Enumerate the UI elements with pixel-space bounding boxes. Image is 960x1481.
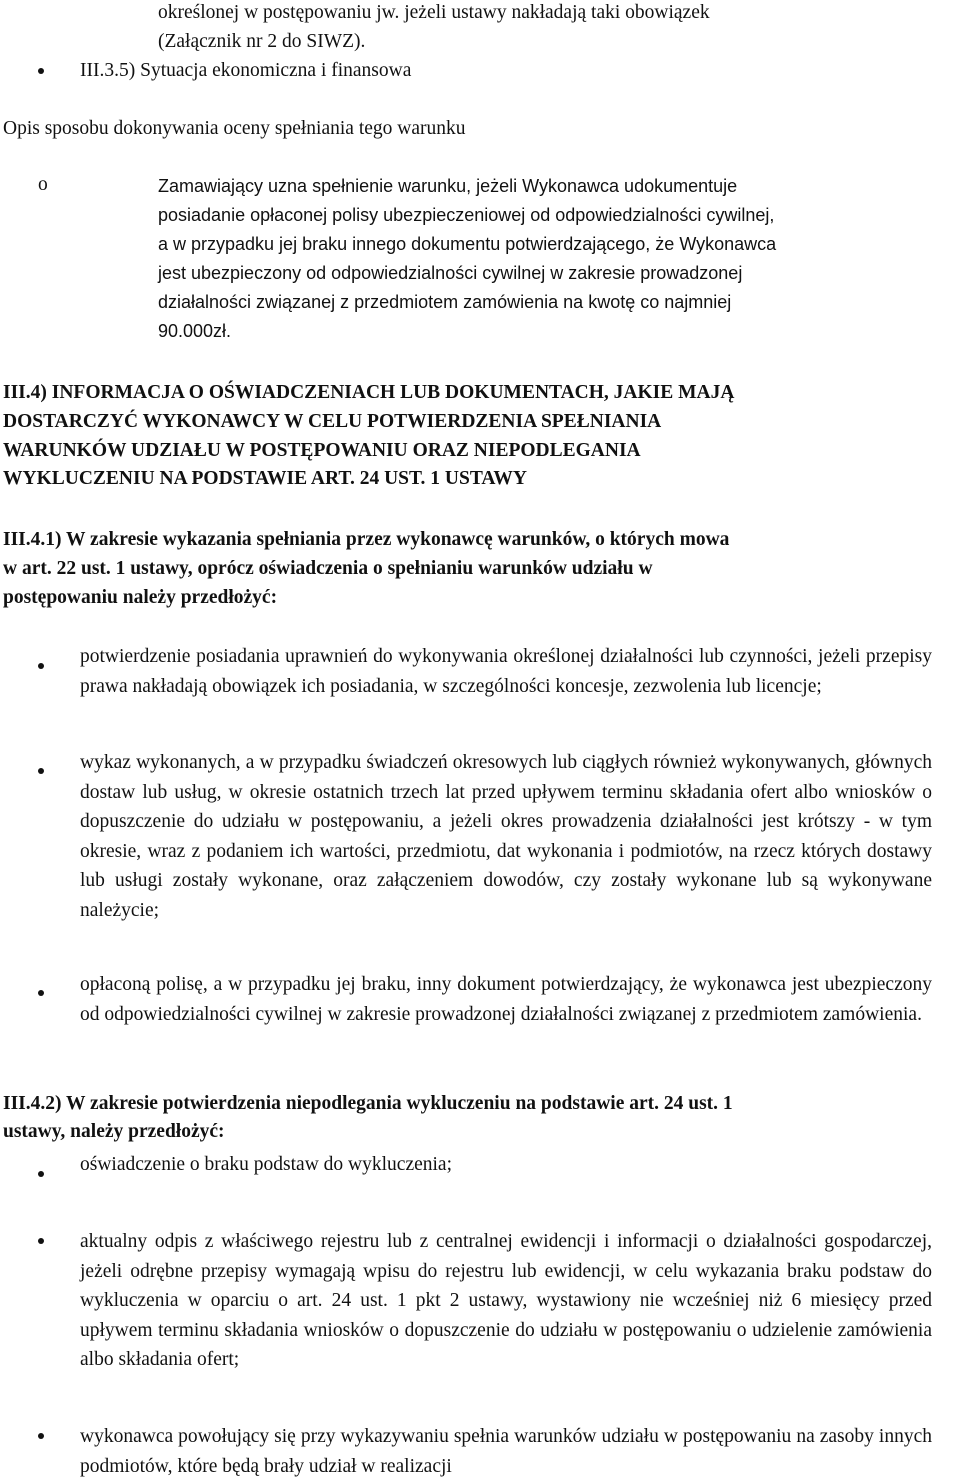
section-335-item-line-4: jest ubezpieczony od odpowiedzialności cywilnej w zakresie prowadzonej	[158, 263, 743, 283]
sub-bullet-icon: o	[38, 174, 48, 195]
section-335-item-line-3: a w przypadku jej braku innego dokumentu potwierdzającego, że Wykonawca	[158, 234, 777, 254]
bullet-icon	[38, 768, 44, 774]
bullet-icon	[38, 1238, 44, 1244]
section-34-heading-line-2: DOSTARCZYĆ WYKONAWCY W CELU POTWIERDZENIA SPEŁNIANIA	[3, 411, 662, 432]
bullet-icon	[38, 1433, 44, 1439]
section-342-heading-line-1: III.4.2) W zakresie potwierdzenia niepodlegania wykluczeniu na podstawie art. 24 ust. 1	[3, 1093, 733, 1114]
section-34-heading-line-4: WYKLUCZENIU NA PODSTAWIE ART. 24 UST. 1 USTAWY	[3, 468, 527, 489]
intro-line-2: (Załącznik nr 2 do SIWZ).	[158, 31, 366, 52]
bullet-icon	[38, 663, 44, 669]
bullet-icon	[38, 1171, 44, 1177]
bullet-icon	[38, 68, 44, 74]
section-341-heading-line-3: postępowaniu należy przedłożyć:	[3, 587, 278, 608]
section-341-item-2: wykaz wykonanych, a w przypadku świadczeń okresowych lub ciągłych również wykonywanych, głównych dostaw lub usług, w okresie ostatnich trzech lat przed upływem terminu składania ofert albo wniosków o dopuszczenie do udziału w postępowaniu, a jeżeli okres prowadzenia działalności jest krótszy - w tym okresie, wraz z podaniem ich wartości, przedmiotu, dat wykonania i podmiotów, na rzecz których dostawy lub usługi zostały wykonane, oraz załączeniem dowodów, czy zostały wykonane lub są wykonywane należycie;	[80, 752, 932, 921]
section-335-subheading: Opis sposobu dokonywania oceny spełniania tego warunku	[3, 118, 466, 139]
section-342-item-3: wykonawca powołujący się przy wykazywaniu spełnia warunków udziału w postępowaniu na zasoby innych podmiotów, które będą brały udział w realizacji	[80, 1426, 932, 1477]
section-342-item-1: oświadczenie o braku podstaw do wykluczenia;	[80, 1154, 453, 1175]
intro-line-1: określonej w postępowaniu jw. jeżeli ustawy nakładają taki obowiązek	[158, 2, 710, 23]
section-341-heading-line-1: III.4.1) W zakresie wykazania spełniania przez wykonawcę warunków, o których mowa	[3, 529, 730, 550]
section-34-heading-line-1: III.4) INFORMACJA O OŚWIADCZENIACH LUB DOKUMENTACH, JAKIE MAJĄ	[3, 382, 735, 403]
section-335-item-line-6: 90.000zł.	[158, 321, 232, 341]
section-34-heading-line-3: WARUNKÓW UDZIAŁU W POSTĘPOWANIU ORAZ NIEPODLEGANIA	[3, 440, 641, 461]
bullet-icon	[38, 990, 44, 996]
section-341-item-3: opłaconą polisę, a w przypadku jej braku, inny dokument potwierdzający, że wykonawca jest ubezpieczony od odpowiedzialności cywilnej w zakresie prowadzonej działalności związanej z przedmiotem zamówienia.	[80, 974, 932, 1025]
section-342-heading-line-2: ustawy, należy przedłożyć:	[3, 1121, 225, 1142]
section-341-heading-line-2: w art. 22 ust. 1 ustawy, oprócz oświadczenia o spełnianiu warunków udziału w	[3, 558, 653, 579]
section-341-item-1: potwierdzenie posiadania uprawnień do wykonywania określonej działalności lub czynności, jeżeli przepisy prawa nakładają obowiązek ich posiadania, w szczególności koncesje, zezwolenia lub licencje;	[80, 646, 932, 697]
section-335-heading: III.3.5) Sytuacja ekonomiczna i finansowa	[80, 60, 412, 81]
section-342-item-2: aktualny odpis z właściwego rejestru lub z centralnej ewidencji i informacji o działalności gospodarczej, jeżeli odrębne przepisy wymagają wpisu do rejestru lub ewidencji, w celu wykazania braku podstaw do wykluczenia w oparciu o art. 24 ust. 1 pkt 2 ustawy, wystawiony nie wcześniej niż 6 miesięcy przed upływem terminu składania wniosków o dopuszczenie do udziału w postępowaniu o udzielenie zamówienia albo składania ofert;	[80, 1231, 932, 1370]
section-335-item-line-2: posiadanie opłaconej polisy ubezpieczeniowej od odpowiedzialności cywilnej,	[158, 205, 775, 225]
section-335-item-line-1: Zamawiający uzna spełnienie warunku, jeżeli Wykonawca udokumentuje	[158, 176, 738, 196]
section-335-item-line-5: działalności związanej z przedmiotem zamówienia na kwotę co najmniej	[158, 292, 732, 312]
